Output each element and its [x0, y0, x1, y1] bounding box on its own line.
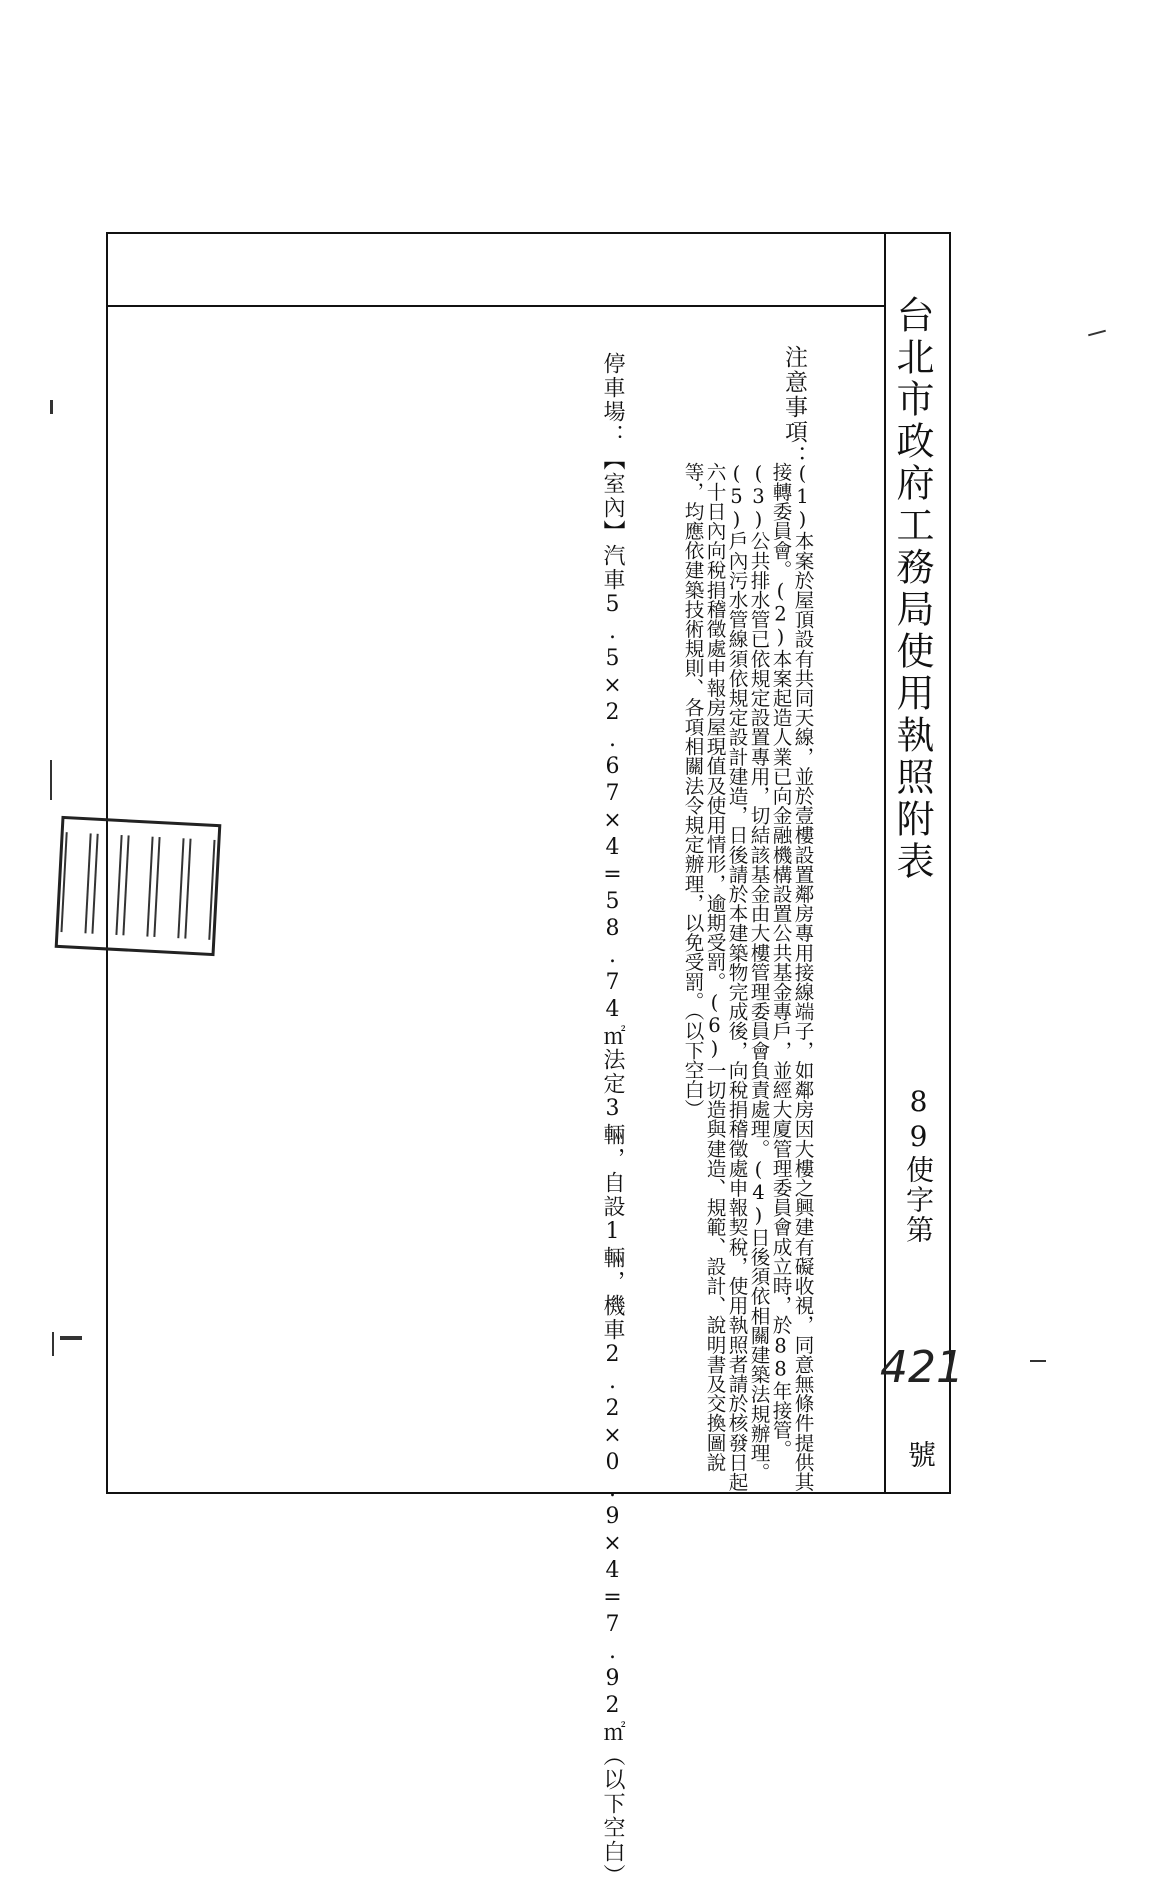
form-title: 台北市政府工務局使用執照附表 [890, 295, 934, 883]
license-number: 421 [880, 1342, 964, 1393]
scan-speck [50, 760, 52, 800]
parking-info: 停車場：【室內】汽車5.5×2.67×4=58.74㎡法定3輛，自設1輛，機車2.2×0.9×4=7.92㎡（以下空白） [600, 352, 625, 1888]
form-frame [106, 232, 951, 1494]
header-divider [106, 305, 886, 307]
seal-mark [184, 839, 215, 940]
scan-speck [1088, 330, 1106, 337]
official-seal [55, 816, 222, 956]
notes-label: 注意事項： [781, 345, 807, 470]
scan-speck [52, 1332, 54, 1356]
seal-mark [122, 835, 153, 936]
license-number-suffix: 號 [904, 1440, 937, 1468]
title-column-divider [884, 232, 886, 1494]
seal-mark [92, 834, 123, 935]
scan-speck [50, 400, 53, 414]
scan-speck [60, 1336, 82, 1340]
scan-speck [1030, 1360, 1046, 1362]
seal-mark [153, 837, 184, 938]
notes-body: (1)本案於屋頂設有共同天線，並於壹樓設置鄰房專用接線端子，如鄰房因大樓之興建有礙收視，同意無條件提供其接轉委員會。(2)本案起造人業已向金融機構設置公共基金專戶，並經大廈管理委員會成立時，於88年接管。(3)公共排水管已依規定設置專用，切結該基金由大樓管理委員會負責處理。(4)日後須依相關建築法規辦理。(5)戶內污水管線須依規定設計建造，日後請於本建築物完成後，向稅捐稽徵處申報契稅，使用執照者請於核發日起六十日內向稅捐稽徵處申報房屋現值及使用情形，逾期受罰。(6)一切造與建造、規範、設計、說明書及交換圖說等，均應依建築技術規則、各項相關法令規定辦理，以免受罰。（以下空白） [681, 462, 814, 1492]
seal-mark [61, 832, 92, 933]
license-number-prefix: 89使字第 [902, 1085, 935, 1245]
